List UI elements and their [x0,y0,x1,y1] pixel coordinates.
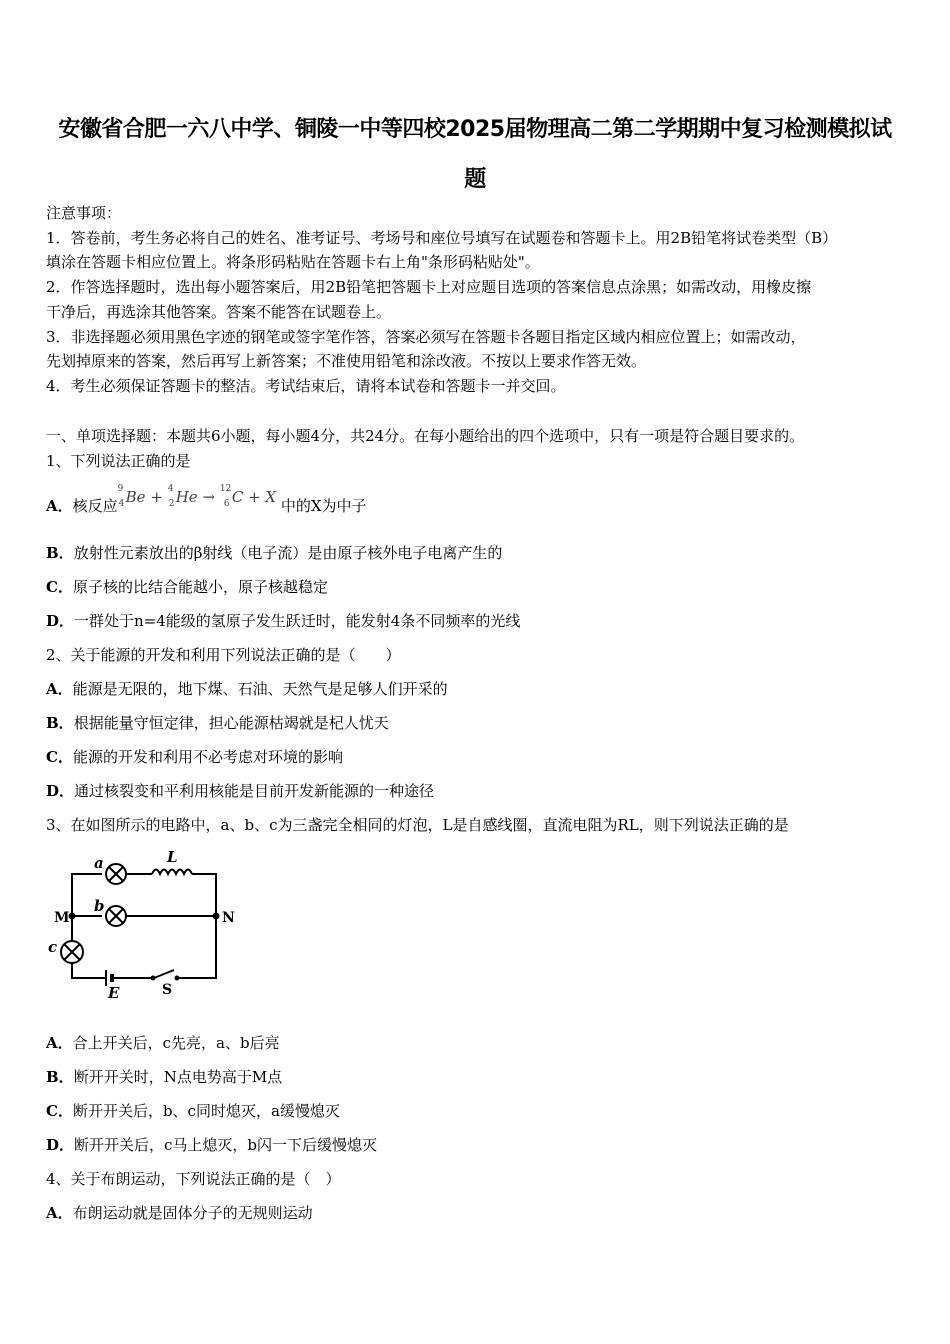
notice-line: 干净后，再选涂其他答案。答案不能答在试题卷上。 [46,303,392,321]
notice-line: 4．考生必须保证答题卡的整洁。考试结束后，请将本试卷和答题卡一并交回。 [46,377,566,395]
question-stem: 3、在如图所示的电路中，a、b、c为三盏完全相同的灯泡，L是自感线圈，直流电阻为RL，则下列说法正确的是 [46,816,789,834]
inductor-coil [152,870,192,875]
option-text: 根据能量守恒定律，担心能源枯竭就是杞人忧天 [73,714,389,732]
option-label: C． [46,1102,73,1120]
label-l: L [167,848,178,866]
option-label: B． [46,714,74,732]
option-text: 中的X为中子 [280,497,367,515]
option-text: 断开开关后，c马上熄灭，b闪一下后缓慢熄灭 [74,1136,378,1154]
lamp-c-cross [64,944,80,960]
page-title-continued: 题 [464,167,486,192]
label-a: a [94,854,104,872]
option-label: A． [46,1204,73,1222]
option-text: 核反应 [72,497,118,515]
page-title: 安徽省合肥一六八中学、铜陵一中等四校2025届物理高二第二学期期中复习检测模拟试 [58,117,892,142]
label-n: N [222,910,235,926]
notice-line: 先划掉原来的答案，然后再写上新答案；不准使用铅笔和涂改液。不按以上要求作答无效。 [46,352,647,370]
notice-line: 1．答卷前，考生务必将自己的姓名、准考证号、考场号和座位号填写在试题卷和答题卡上。用2B铅笔将试卷类型（B） [46,229,838,247]
option-text: 断开开关时，N点电势高于M点 [73,1068,283,1086]
option-text: 一群处于n=4能级的氢原子发生跃迁时，能发射4条不同频率的光线 [74,612,521,630]
question-option [46,1033,908,1053]
option-text: 布朗运动就是固体分子的无规则运动 [72,1204,313,1222]
question-option [46,713,908,733]
option-label: C． [46,748,73,766]
lamp-a-cross [109,867,123,881]
lamp-b-cross [109,909,123,923]
question-option [46,747,908,767]
option-text: 原子核的比结合能越小，原子核越稳定 [72,578,328,596]
question-option [46,611,908,631]
wire-switch-to-n [176,916,216,978]
question-stem: 4、关于布朗运动，下列说法正确的是（ ） [46,1170,341,1188]
question-option [46,1067,908,1087]
notice-line: 3．非选择题必须用黑色字迹的钢笔或签字笔作答，答案必须写在答题卡各题目指定区域内相应位置上；如需改动， [46,328,806,346]
node-m [69,913,76,920]
label-e: E [108,984,120,998]
node-n [213,913,220,920]
question-option [46,577,908,597]
question-stem: 1、下列说法正确的是 [46,452,191,470]
question-option [46,679,908,699]
label-b: b [94,897,105,915]
helium-nuclide: 4 2 He [167,484,198,509]
label-c: c [48,938,58,956]
question-option [46,1203,908,1223]
notice-heading: 注意事项： [46,204,122,222]
switch-blade [154,970,174,978]
circuit-diagram [44,848,244,998]
wire-top-right [192,874,216,916]
question-option [46,781,908,801]
label-m: M [54,910,70,926]
option-label: D． [46,1136,75,1154]
option-label: A． [46,1034,73,1052]
question-option [46,1101,908,1121]
option-label: A． [46,680,73,698]
switch-contact-right [175,976,180,981]
switch-contact-left [151,976,156,981]
question-option [46,484,908,516]
carbon-nuclide: 12 6 C [219,484,244,509]
beryllium-nuclide: 9 4 Be [117,484,146,509]
notice-line: 2．作答选择题时，选出每小题答案后，用2B铅笔把答题卡上对应题目选项的答案信息点涂黑；如需改动，用橡皮擦 [46,278,812,296]
option-label: B． [46,1068,74,1086]
wire-c-to-battery [72,963,106,978]
option-label: A． [46,497,73,515]
option-text: 能源是无限的，地下煤、石油、天然气是足够人们开采的 [72,680,448,698]
notice-line: 填涂在答题卡相应位置上。将条形码粘贴在答题卡右上角"条形码粘贴处"。 [46,253,540,271]
option-label: D． [46,782,75,800]
question-option [46,543,908,563]
option-label: B． [46,544,74,562]
option-text: 通过核裂变和平利用核能是目前开发新能源的一种途径 [74,782,435,800]
nuclear-equation: 9 4 Be + 4 2 He → 12 6 C + X [117,484,277,509]
section-heading: 一、单项选择题：本题共6小题，每小题4分，共24分。在每小题给出的四个选项中，只有一项是符合题目要求的。 [46,427,805,445]
label-s: S [162,982,173,998]
option-text: 能源的开发和利用不必考虑对环境的影响 [72,748,343,766]
question-stem: 2、关于能源的开发和利用下列说法正确的是（ ） [46,646,401,664]
option-label: D． [46,612,75,630]
option-text: 合上开关后，c先亮，a、b后亮 [72,1034,280,1052]
question-option [46,1135,908,1155]
option-text: 放射性元素放出的β射线（电子流）是由原子核外电子电离产生的 [73,544,503,562]
option-text: 断开开关后，b、c同时熄灭，a缓慢熄灭 [72,1102,340,1120]
option-label: C． [46,578,73,596]
